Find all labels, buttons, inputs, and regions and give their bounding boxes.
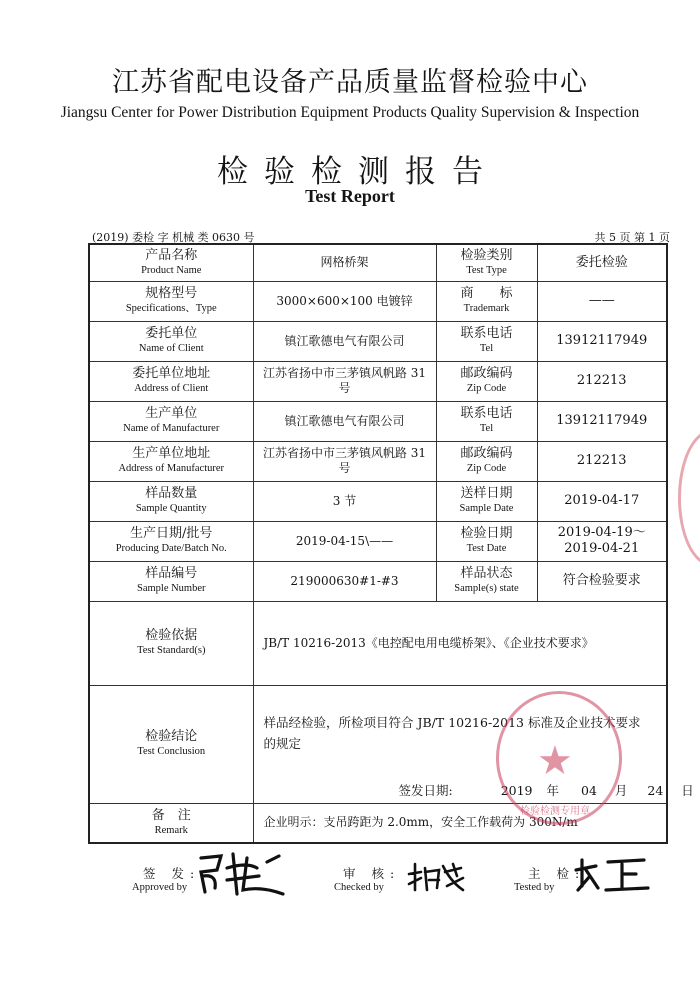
info-row	[89, 401, 667, 441]
field-value: 13912117949	[537, 321, 667, 361]
field-value: 2019-04-15\——	[253, 521, 436, 561]
field-label: 样品数量 Sample Quantity	[89, 481, 253, 521]
issue-year-unit: 年	[546, 782, 560, 798]
issue-date-label: 签发日期:	[398, 782, 453, 798]
report-number: (2019) 委检 字 机械 类 0630 号	[92, 231, 255, 244]
field-value: 镇江歌德电气有限公司	[253, 401, 436, 441]
field-value: 3 节	[253, 481, 436, 521]
info-rows	[89, 244, 667, 601]
standard-row	[89, 601, 667, 685]
approved-signature	[193, 848, 293, 898]
field-value: 219000630#1-#3	[253, 561, 436, 601]
info-row	[89, 441, 667, 481]
field-value: 3000×600×100 电镀锌	[253, 281, 436, 321]
field-value: ——	[537, 281, 667, 321]
field-label: 委托单位 Name of Client	[89, 321, 253, 361]
field-label: 委托单位地址 Address of Client	[89, 361, 253, 401]
seal-text: 检验检测专用章	[520, 806, 590, 817]
edge-seal	[678, 430, 700, 566]
approved-label-en: Approved by	[132, 882, 188, 893]
field-label: 检验类别 Test Type	[436, 244, 537, 281]
field-value: 2019-04-17	[537, 481, 667, 521]
field-value: 江苏省扬中市三茅镇风帆路 31 号	[253, 441, 436, 481]
checked-signature	[405, 860, 467, 896]
remark-label: 备 注 Remark	[89, 803, 253, 843]
issue-year: 2019	[500, 782, 533, 798]
issue-month: 04	[581, 782, 597, 798]
report-title-cn: 检验检测报告	[217, 154, 499, 190]
field-label: 检验日期 Test Date	[436, 521, 537, 561]
conclusion-text: 样品经检验，所检项目符合 JB/T 10216-2013 标准及企业技术要求的规定	[263, 714, 641, 751]
info-row	[89, 244, 667, 281]
report-title-en: Test Report	[305, 186, 395, 206]
info-row	[89, 561, 667, 601]
info-row	[89, 481, 667, 521]
field-value: 网格桥架	[253, 244, 436, 281]
field-label: 生产单位地址 Address of Manufacturer	[89, 441, 253, 481]
field-label: 联系电话 Tel	[436, 321, 537, 361]
field-label: 样品编号 Sample Number	[89, 561, 253, 601]
issue-month-unit: 月	[614, 782, 628, 798]
standard-value: JB/T 10216-2013《电控配电用电缆桥架》、《企业技术要求》	[253, 601, 667, 685]
remark-value: 企业明示：支吊跨距为 2.0mm，安全工作载荷为 300N/m	[253, 803, 667, 843]
field-label: 样品状态 Sample(s) state	[436, 561, 537, 601]
info-row	[89, 521, 667, 561]
field-value: 委托检验	[537, 244, 667, 281]
approved-label: 签 发:	[143, 866, 201, 881]
field-value: 212213	[537, 441, 667, 481]
field-value: 13912117949	[537, 401, 667, 441]
field-label: 产品名称 Product Name	[89, 244, 253, 281]
field-label: 送样日期 Sample Date	[436, 481, 537, 521]
field-label: 联系电话 Tel	[436, 401, 537, 441]
field-label: 生产日期/批号 Producing Date/Batch No.	[89, 521, 253, 561]
field-label: 邮政编码 Zip Code	[436, 441, 537, 481]
checked-label-en: Checked by	[334, 882, 384, 893]
tested-label-en: Tested by	[514, 882, 555, 893]
issue-day: 24	[647, 782, 664, 798]
tested-label: 主 检:	[528, 866, 586, 881]
field-value: 江苏省扬中市三茅镇风帆路 31 号	[253, 361, 436, 401]
field-label: 商 标 Trademark	[436, 281, 537, 321]
tested-signature	[572, 852, 652, 896]
org-name-en: Jiangsu Center for Power Distribution Equipment Products Quality Supervision & Inspection	[60, 104, 640, 121]
field-label: 生产单位 Name of Manufacturer	[89, 401, 253, 441]
field-label: 规格型号 Specifications、Type	[89, 281, 253, 321]
field-label: 邮政编码 Zip Code	[436, 361, 537, 401]
field-value: 212213	[537, 361, 667, 401]
page-info: 共 5 页 第 1 页	[594, 231, 670, 244]
info-row	[89, 361, 667, 401]
field-value: 镇江歌德电气有限公司	[253, 321, 436, 361]
field-value: 符合检验要求	[537, 561, 667, 601]
field-value: 2019-04-19～ 2019-04-21	[537, 521, 667, 561]
issue-day-unit: 日	[681, 782, 694, 798]
checked-label: 审 核:	[343, 866, 401, 881]
info-row	[89, 321, 667, 361]
info-row	[89, 281, 667, 321]
conclusion-label: 检验结论 Test Conclusion	[89, 685, 253, 803]
standard-label: 检验依据 Test Standard(s)	[89, 601, 253, 685]
org-name-cn: 江苏省配电设备产品质量监督检验中心	[112, 67, 588, 98]
seal-star-icon: ★	[537, 738, 573, 784]
field-value-2: 2019-04-21	[564, 541, 640, 556]
